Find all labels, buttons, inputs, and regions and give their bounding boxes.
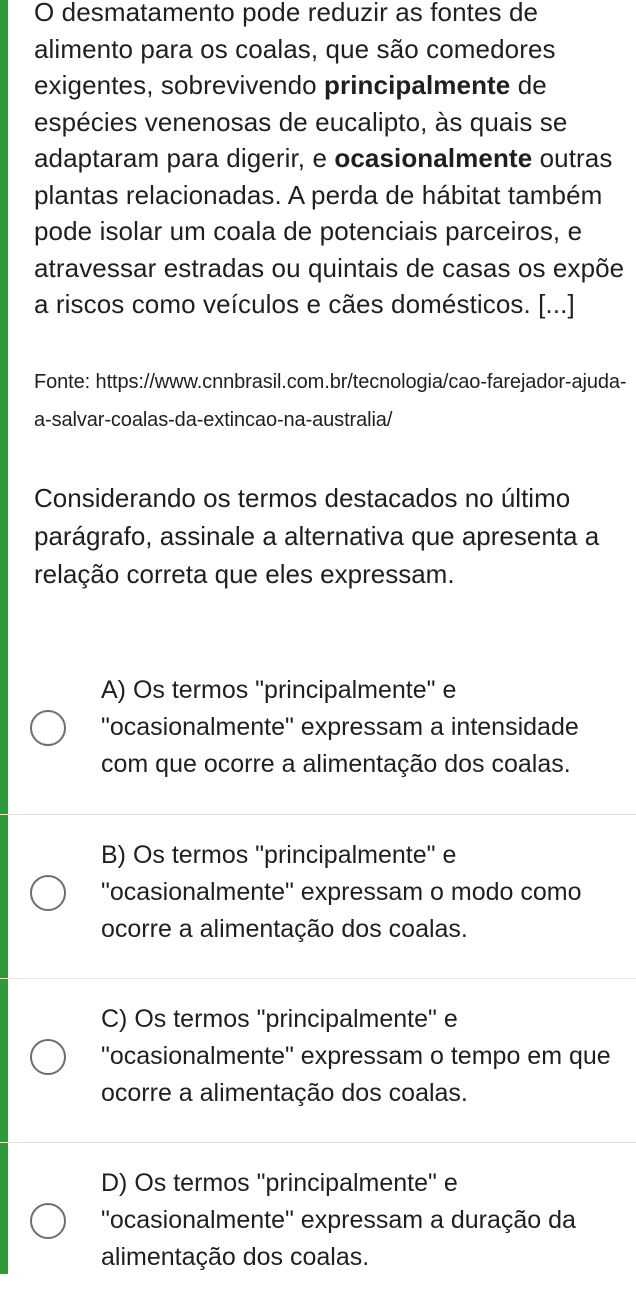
passage-part-3: outras plantas relacionadas. A perda de hábitat também pode isolar um coala de potenciais parceiros, e atravessar estradas ou quintais de casas os expõe a riscos como veículos e cães domésticos. [...] — [34, 143, 625, 319]
passage-part-1: O desmatamento pode reduzir as fontes de alimento para os coalas, que são comedores exigentes, sobrevivendo — [34, 0, 556, 100]
passage-part-2: de espécies venenosas de eucalipto, às quais se adaptaram para digerir, e — [34, 70, 568, 173]
question-prompt: Considerando os termos destacados no último parágrafo, assinale a alternativa que apresenta a relação correta que eles expressam. — [34, 482, 600, 589]
option-c[interactable] — [0, 978, 636, 1142]
highlight-principalmente: principalmente — [324, 70, 511, 100]
option-b[interactable] — [0, 814, 636, 978]
passage-text — [34, 0, 632, 323]
highlight-ocasionalmente: ocasionalmente — [334, 143, 533, 173]
answer-options — [0, 650, 636, 1306]
option-d[interactable] — [0, 1142, 636, 1306]
question-content — [34, 0, 632, 593]
radio-button-a[interactable] — [30, 710, 66, 746]
radio-button-c[interactable] — [30, 1039, 66, 1075]
radio-button-b[interactable] — [30, 875, 66, 911]
option-d-text: D) Os termos "principalmente" e "ocasionalmente" expressam a duração da alimentação dos coalas. — [101, 1169, 576, 1271]
option-a-text: A) Os termos "principalmente" e "ocasionalmente" expressam a intensidade com que ocorre a alimentação dos coalas. — [101, 676, 579, 778]
radio-button-d[interactable] — [30, 1203, 66, 1239]
option-c-text: C) Os termos "principalmente" e "ocasionalmente" expressam o tempo em que ocorre a alimentação dos coalas. — [101, 1005, 611, 1107]
option-b-text: B) Os termos "principalmente" e "ocasionalmente" expressam o modo como ocorre a alimentação dos coalas. — [101, 841, 582, 943]
option-a[interactable] — [0, 650, 636, 814]
source-citation: Fonte: https://www.cnnbrasil.com.br/tecnologia/cao-farejador-ajuda-a-salvar-coalas-da-extincao-na-australia/ — [34, 370, 627, 431]
